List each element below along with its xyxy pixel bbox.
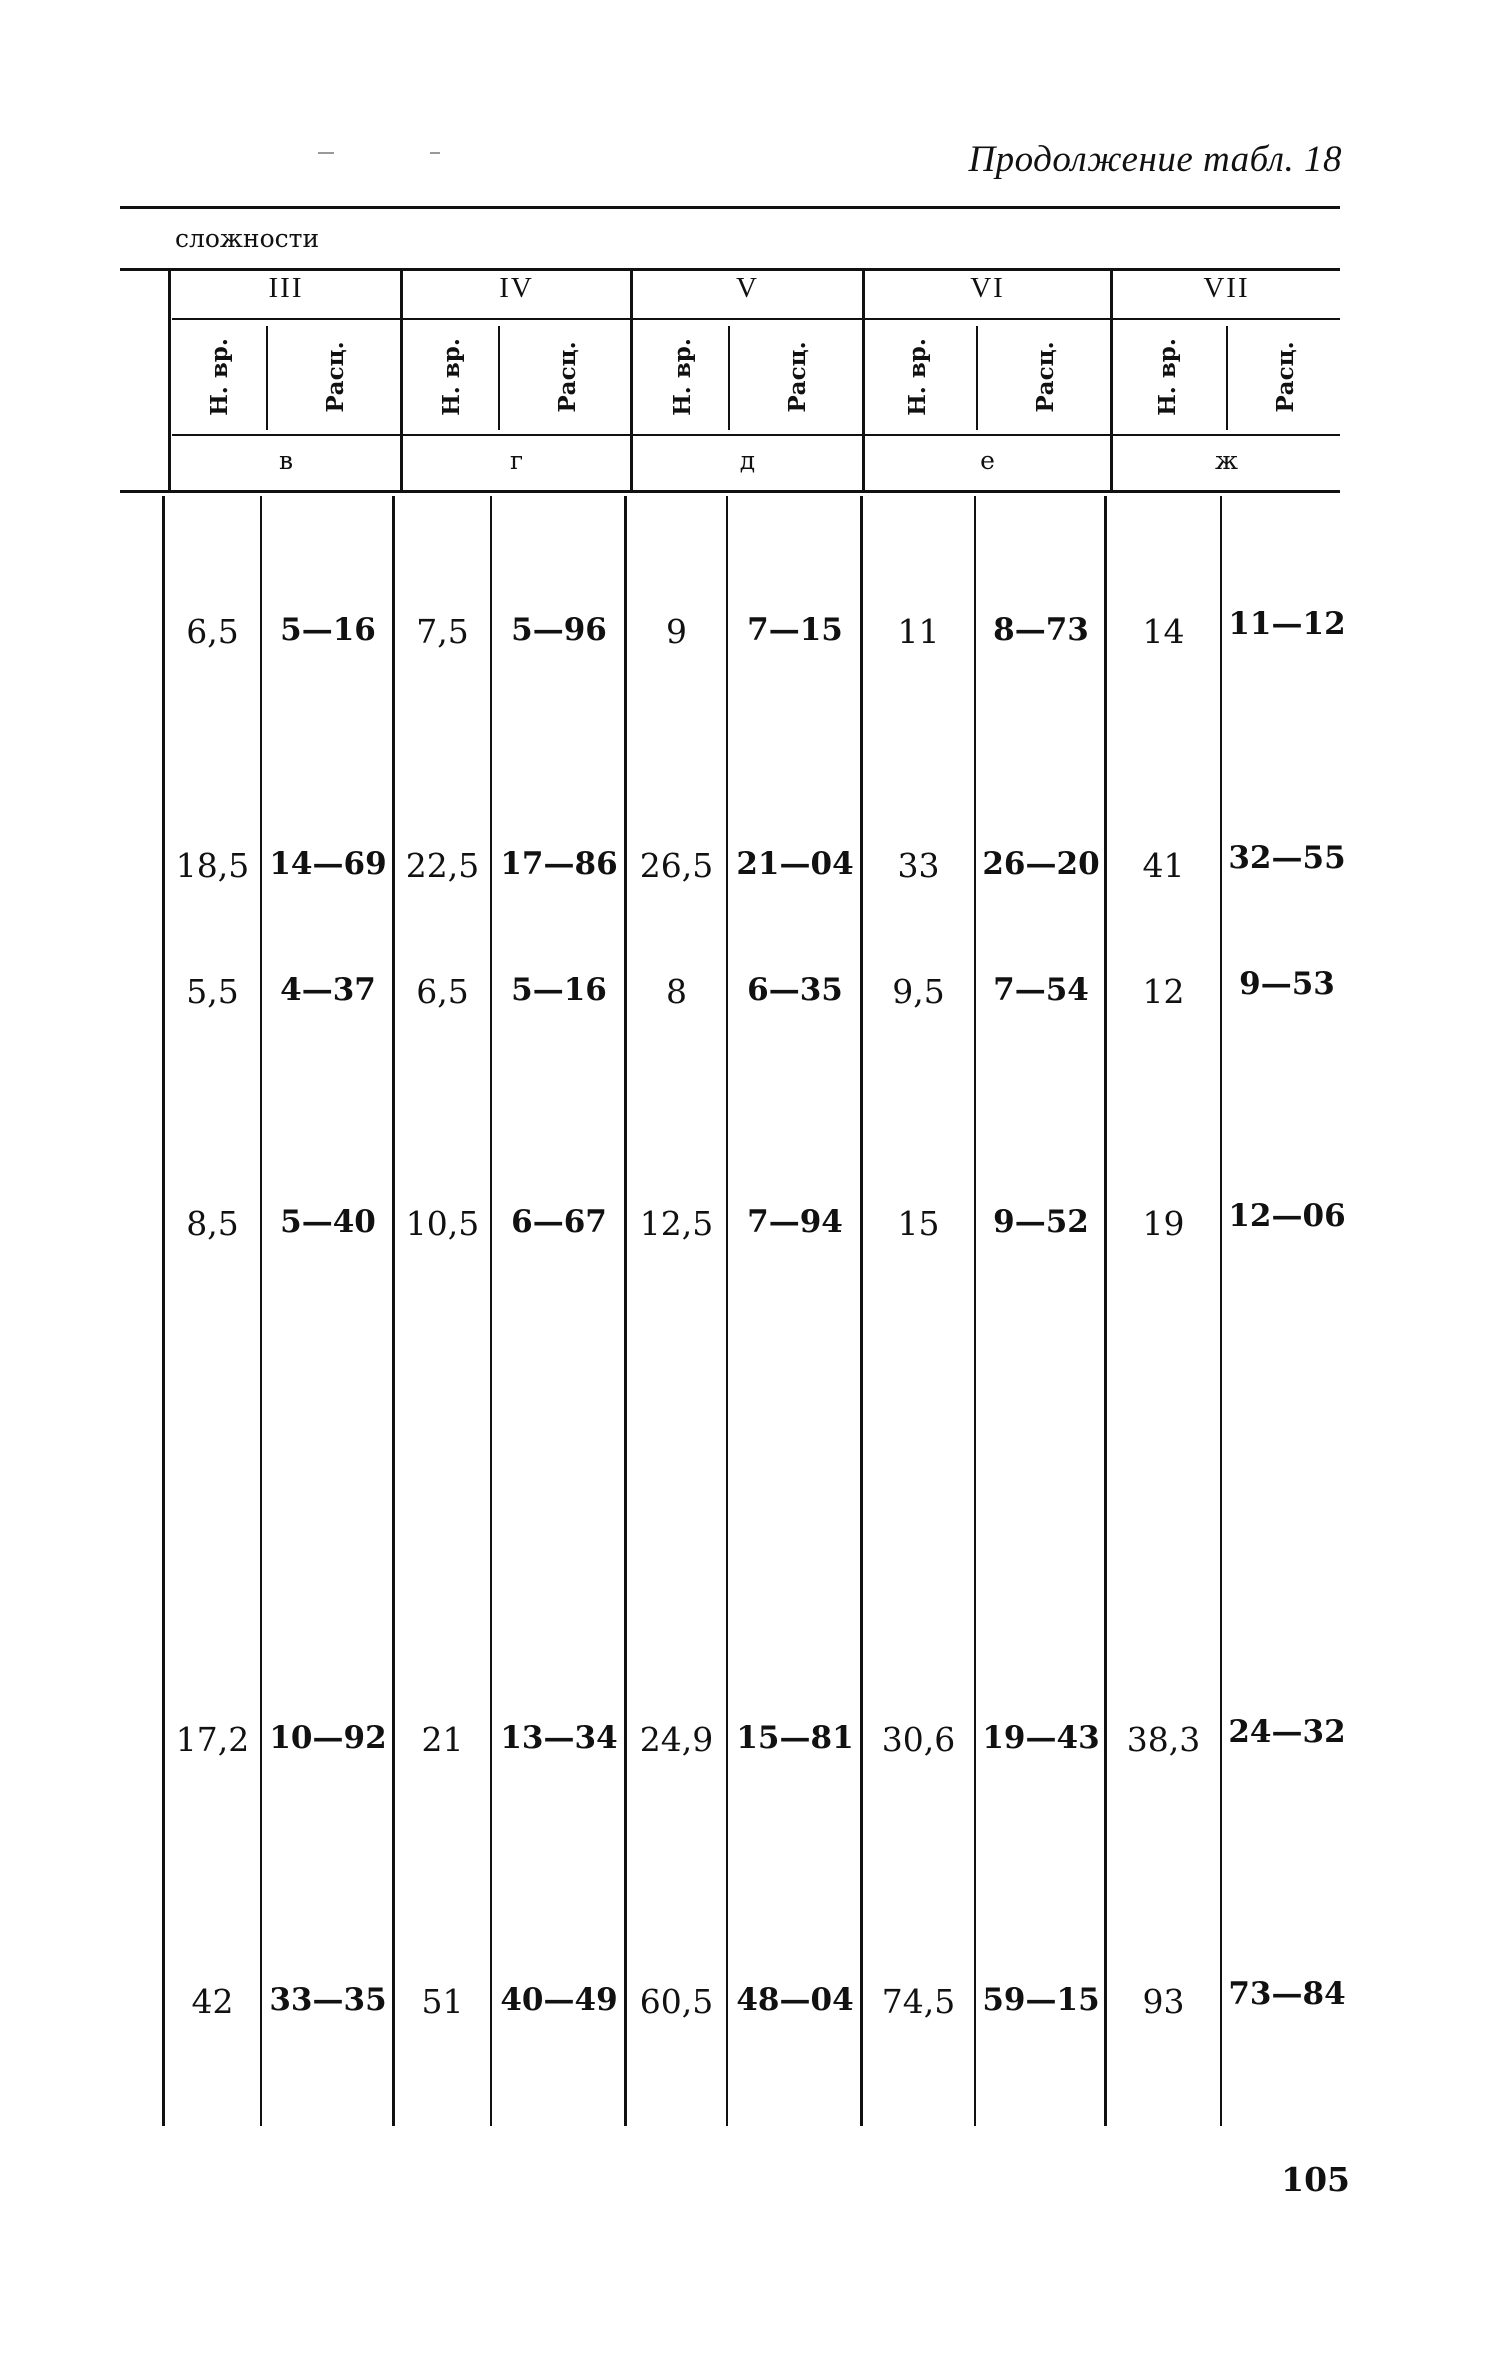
cell-hours: 14	[1142, 612, 1185, 651]
cell-hours: 5,5	[186, 972, 239, 1011]
cell-rate: 5—16	[511, 972, 607, 1008]
header-split-4	[976, 326, 978, 430]
body-vline-0	[162, 496, 165, 2126]
cell-hours: 12,5	[639, 1204, 714, 1243]
cell-rate: 12—06	[1228, 1198, 1346, 1234]
cell-hours: 30,6	[881, 1720, 956, 1759]
cell-rate: 7—54	[993, 972, 1089, 1008]
body-vline-1	[260, 496, 262, 2126]
cell-rate: 14—69	[269, 846, 387, 882]
header-split-5	[1226, 326, 1228, 430]
cell-hours: 74,5	[881, 1982, 956, 2021]
group-letter-g: г	[509, 446, 524, 475]
page-number: 105	[1281, 2160, 1350, 2199]
cell-rate: 59—15	[982, 1982, 1100, 2018]
cell-rate: 5—16	[280, 612, 376, 648]
cell-rate: 10—92	[269, 1720, 387, 1756]
cell-hours: 8,5	[186, 1204, 239, 1243]
cell-rate: 33—35	[269, 1982, 387, 2018]
cell-hours: 15	[897, 1204, 940, 1243]
cell-hours: 7,5	[416, 612, 469, 651]
cell-rate: 40—49	[500, 1982, 618, 2018]
cell-rate: 26—20	[982, 846, 1100, 882]
body-vline-6	[860, 496, 863, 2126]
cell-rate: 4—37	[280, 972, 376, 1008]
table-caption: Продолжение табл. 18	[968, 139, 1342, 180]
group-letter-d: д	[739, 446, 756, 475]
cell-hours: 9	[666, 612, 687, 651]
cell-hours: 22,5	[405, 846, 480, 885]
group-roman-VII: VII	[1203, 272, 1250, 304]
col-label-hours-III: Н. вр.	[206, 338, 233, 416]
cell-hours: 8	[666, 972, 687, 1011]
cell-hours: 6,5	[416, 972, 469, 1011]
cell-rate: 17—86	[500, 846, 618, 882]
group-letter-e: е	[980, 446, 995, 475]
col-label-hours-VI: Н. вр.	[904, 338, 931, 416]
cell-rate: 32—55	[1228, 840, 1346, 876]
header-split-3	[728, 326, 730, 430]
cell-rate: 9—52	[993, 1204, 1089, 1240]
cell-hours: 6,5	[186, 612, 239, 651]
cell-hours: 24,9	[639, 1720, 714, 1759]
body-vline-8	[1104, 496, 1107, 2126]
cell-hours: 9,5	[892, 972, 945, 1011]
cell-rate: 13—34	[500, 1720, 618, 1756]
cell-hours: 18,5	[175, 846, 250, 885]
cell-rate: 21—04	[736, 846, 854, 882]
body-vline-4	[624, 496, 627, 2126]
cell-rate: 24—32	[1228, 1714, 1346, 1750]
body-vline-9	[1220, 496, 1222, 2126]
cell-rate: 9—53	[1239, 966, 1335, 1002]
group-roman-IV: IV	[499, 272, 534, 304]
cell-rate: 6—35	[747, 972, 843, 1008]
sub-label-rule	[120, 268, 1340, 271]
dash-mark-1	[318, 152, 334, 154]
cell-rate: 5—40	[280, 1204, 376, 1240]
cell-hours: 10,5	[405, 1204, 480, 1243]
cell-hours: 93	[1142, 1982, 1185, 2021]
cell-hours: 11	[897, 612, 940, 651]
cell-hours: 60,5	[639, 1982, 714, 2021]
cell-hours: 19	[1142, 1204, 1185, 1243]
cell-hours: 21	[421, 1720, 464, 1759]
dash-mark-2	[430, 152, 440, 154]
cell-rate: 15—81	[736, 1720, 854, 1756]
header-bottom-rule	[120, 490, 1340, 493]
group-letter-zh: ж	[1215, 446, 1238, 475]
col-label-rate-III: Расц.	[322, 341, 349, 413]
group-roman-V: V	[736, 272, 759, 304]
cell-hours: 17,2	[175, 1720, 250, 1759]
cell-rate: 11—12	[1228, 606, 1346, 642]
top-rule	[120, 206, 1340, 209]
body-vline-5	[726, 496, 728, 2126]
cell-hours: 38,3	[1126, 1720, 1201, 1759]
cell-hours: 26,5	[639, 846, 714, 885]
body-vline-7	[974, 496, 976, 2126]
col-label-rate-VII: Расц.	[1272, 341, 1299, 413]
cell-rate: 5—96	[511, 612, 607, 648]
cell-rate: 48—04	[736, 1982, 854, 2018]
col-label-hours-VII: Н. вр.	[1154, 338, 1181, 416]
cell-rate: 7—94	[747, 1204, 843, 1240]
cell-rate: 19—43	[982, 1720, 1100, 1756]
col-label-rate-VI: Расц.	[1032, 341, 1059, 413]
cell-hours: 41	[1142, 846, 1185, 885]
body-vline-3	[490, 496, 492, 2126]
header-split-2	[498, 326, 500, 430]
cell-hours: 12	[1142, 972, 1185, 1011]
cell-hours: 33	[897, 846, 940, 885]
col-label-rate-IV: Расц.	[554, 341, 581, 413]
col-label-rate-V: Расц.	[784, 341, 811, 413]
cell-rate: 7—15	[747, 612, 843, 648]
group-roman-III: III	[268, 272, 304, 304]
cell-rate: 8—73	[993, 612, 1089, 648]
col-label-hours-IV: Н. вр.	[438, 338, 465, 416]
header-split-1	[266, 326, 268, 430]
cell-rate: 73—84	[1228, 1976, 1346, 2012]
group-roman-VI: VI	[970, 272, 1005, 304]
cell-hours: 51	[421, 1982, 464, 2021]
cell-hours: 42	[191, 1982, 234, 2021]
sub-label-text: сложности	[175, 224, 320, 253]
body-vline-2	[392, 496, 395, 2126]
group-letter-v: в	[278, 446, 294, 475]
col-label-hours-V: Н. вр.	[669, 338, 696, 416]
cell-rate: 6—67	[511, 1204, 607, 1240]
header-vline-0	[168, 270, 171, 492]
